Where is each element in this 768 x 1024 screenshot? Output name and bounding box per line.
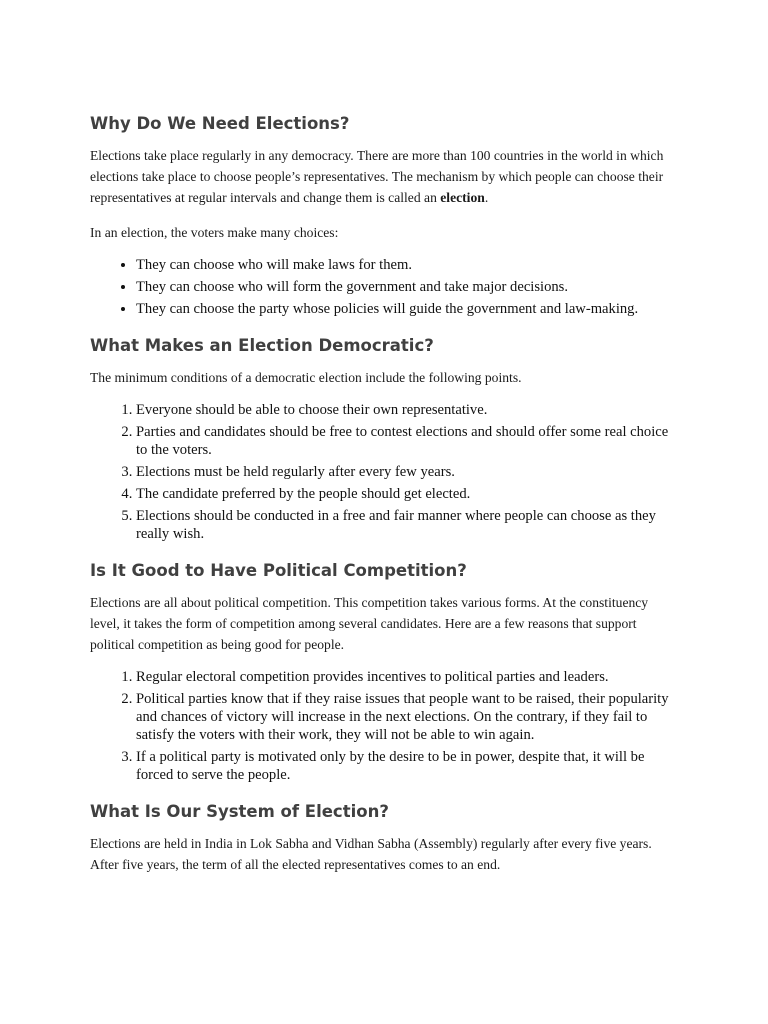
- paragraph-political-competition: Elections are all about political competition. This competition takes various forms. At the constituency level, it takes the form of competition among several candidates. Here are a few reasons that support political competition as being good for people.: [90, 595, 649, 652]
- paragraph-election-definition: [90, 145, 680, 208]
- paragraph-minimum-conditions: The minimum conditions of a democratic election include the following points.: [90, 370, 522, 385]
- list-item: 1. Regular electoral competition provides incentives to political parties and leaders.: [136, 668, 680, 686]
- list-item: 2. Parties and candidates should be free to contest elections and should offer some real choice to the voters.: [136, 423, 680, 459]
- numbered-list-reasons: [90, 668, 680, 784]
- document-page: [90, 112, 680, 875]
- section-heading-why-elections: Why Do We Need Elections?: [90, 114, 350, 133]
- list-item: • They can choose the party whose policies will guide the government and law-making.: [136, 300, 680, 318]
- paragraph-system-of-election: Elections are held in India in Lok Sabha and Vidhan Sabha (Assembly) regularly after every five years. After five years, the term of all the elected representatives comes to an end.: [90, 836, 652, 872]
- list-item: 1. Everyone should be able to choose their own representative.: [136, 401, 680, 419]
- section-heading-system-of-election: What Is Our System of Election?: [90, 802, 389, 821]
- bullet-list-choices: [90, 256, 680, 318]
- paragraph-text: Elections take place regularly in any democracy. There are more than 100 countries in the world in which elections take place to choose people’s representatives. The mechanism by which people can choose their representatives at regular intervals and change them is called an: [90, 148, 664, 205]
- paragraph-voter-choices: In an election, the voters make many choices:: [90, 225, 339, 240]
- bold-term-election: election: [440, 190, 485, 205]
- list-item: 4. The candidate preferred by the people should get elected.: [136, 485, 680, 503]
- list-item: 2. Political parties know that if they raise issues that people want to be raised, their popularity and chances of victory will increase in the next elections. On the contrary, if they fail to satisfy the voters with their work, they will not be able to win again.: [136, 690, 680, 744]
- section-heading-democratic-election: What Makes an Election Democratic?: [90, 336, 434, 355]
- paragraph-end: .: [484, 190, 489, 205]
- list-item: 5. Elections should be conducted in a free and fair manner where people can choose as they really wish.: [136, 507, 680, 543]
- list-item: • They can choose who will make laws for them.: [136, 256, 680, 274]
- section-heading-political-competition: Is It Good to Have Political Competition?: [90, 561, 467, 580]
- list-item: • They can choose who will form the government and take major decisions.: [136, 278, 680, 296]
- list-item: 3. If a political party is motivated only by the desire to be in power, despite that, it will be forced to serve the people.: [136, 748, 680, 784]
- list-item: 3. Elections must be held regularly after every few years.: [136, 463, 680, 481]
- numbered-list-conditions: [90, 401, 680, 543]
